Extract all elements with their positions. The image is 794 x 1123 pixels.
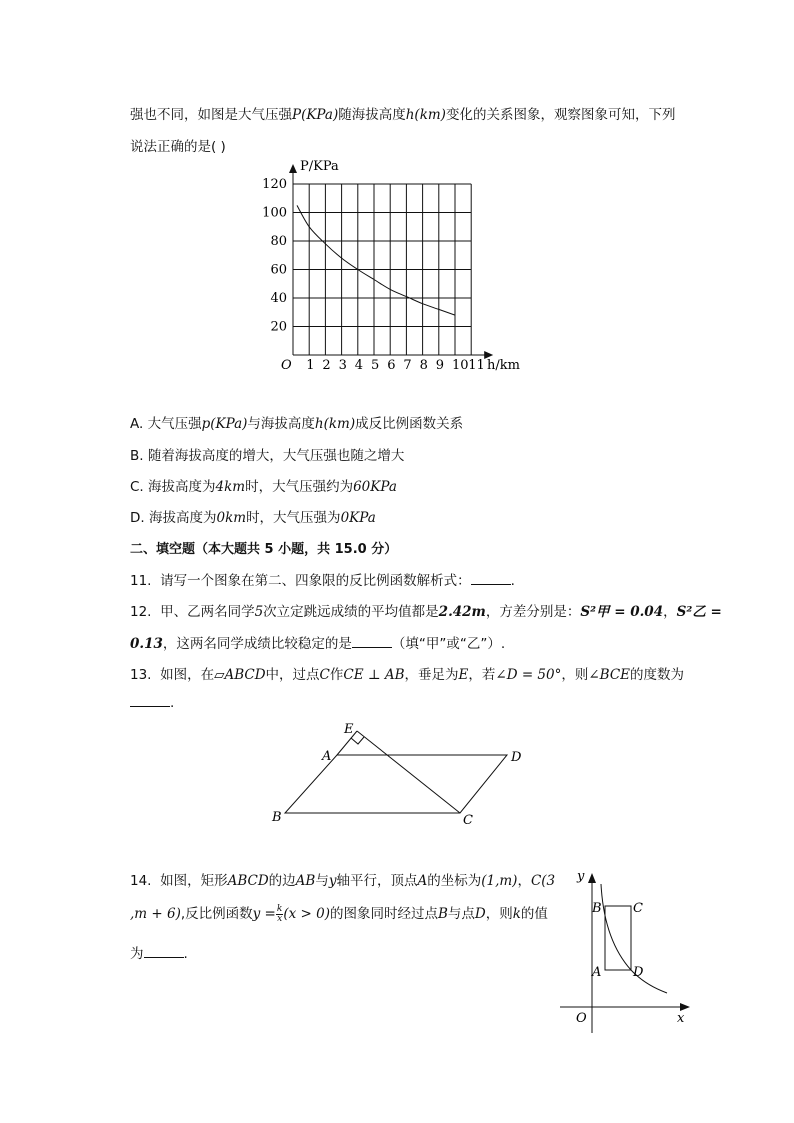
x-tick-label: 7 xyxy=(403,358,412,373)
rectangle-abcd xyxy=(605,906,631,970)
label-d: D xyxy=(633,965,644,980)
y-tick-label: 40 xyxy=(270,291,287,306)
x-tick-label: 5 xyxy=(371,358,380,373)
y-axis-label: P/KPa xyxy=(300,159,339,174)
chart-grid xyxy=(293,184,471,355)
segment-ce xyxy=(357,731,460,813)
q10-option-d[interactable]: D. 海拔高度为0km时，大气压强为0KPa xyxy=(130,510,376,526)
label-a: A xyxy=(592,965,602,980)
question-13-line2: . xyxy=(130,695,174,711)
x-tick-label: 2 xyxy=(322,358,331,373)
label-y: y xyxy=(577,869,585,884)
x-tick-label: 1 xyxy=(306,358,315,373)
right-angle-mark xyxy=(351,737,364,744)
pressure-chart xyxy=(0,155,794,415)
answer-blank[interactable] xyxy=(352,636,392,648)
hyperbola-figure xyxy=(0,860,794,1040)
x-tick-label: 10 xyxy=(452,358,469,373)
x-tick-label: 8 xyxy=(419,358,428,373)
q10-option-a[interactable]: A. 大气压强p(KPa)与海拔高度h(km)成反比例函数关系 xyxy=(130,416,464,432)
question-13-line1: 13. 如图，在▱ABCD中，过点C作CE ⊥ AB，垂足为E，若∠D = 50°，则∠BCE的度数为 xyxy=(130,667,685,683)
question-12-line2: 0.13，这两名同学成绩比较稳定的是 （填“甲”或“乙”）. xyxy=(130,636,506,652)
y-arrow-icon xyxy=(588,873,596,883)
chart-axes xyxy=(289,164,493,359)
y-tick-label: 100 xyxy=(262,205,287,221)
answer-blank[interactable] xyxy=(130,695,170,707)
section-title: 二、填空题（本大题共 5 小题，共 15.0 分） xyxy=(130,542,398,557)
q10-option-b[interactable]: B. 随着海拔高度的增大，大气压强也随之增大 xyxy=(130,448,405,464)
pressure-curve xyxy=(297,205,455,315)
y-arrow-icon xyxy=(289,164,297,173)
q10-option-c[interactable]: C. 海拔高度为4km时，大气压强约为60KPa xyxy=(130,479,397,495)
fraction-k-over-x: $\frac{k}{x}$ xyxy=(276,903,283,924)
question-14-line3: 为 . xyxy=(130,946,188,962)
y-tick-label: 20 xyxy=(270,319,287,335)
x-tick-label: 3 xyxy=(338,358,347,373)
chart-origin: O xyxy=(281,358,292,373)
answer-blank[interactable] xyxy=(471,573,511,585)
label-e: E xyxy=(344,722,354,737)
label-a: A xyxy=(322,749,332,764)
label-b: B xyxy=(272,810,282,825)
label-c: C xyxy=(633,901,643,916)
label-x: x xyxy=(677,1011,685,1026)
y-tick-label: 60 xyxy=(270,262,287,278)
q10-stem-line1: 强也不同，如图是大气压强P(KPa)随海拔高度h(km)变化的关系图象，观察图象可知，下列 xyxy=(130,107,676,123)
x-tick-label: 11 xyxy=(468,358,485,373)
question-14-line1: 14. 如图，矩形ABCD的边AB与y轴平行，顶点A的坐标为(1,m)，C(3 xyxy=(130,873,556,889)
parallelogram-figure xyxy=(0,715,794,835)
label-b: B xyxy=(592,901,602,916)
chart-ticks xyxy=(262,177,485,373)
label-d: D xyxy=(511,750,522,765)
y-tick-label: 120 xyxy=(262,177,287,192)
parallelogram-abcd xyxy=(285,755,507,813)
x-tick-label: 4 xyxy=(354,358,364,373)
x-tick-label: 6 xyxy=(387,358,396,373)
q10-stem-line2: 说法正确的是( ) xyxy=(130,139,226,155)
label-c: C xyxy=(463,813,473,828)
x-axis-label: h/km xyxy=(487,358,520,373)
question-14-line2: ,m + 6),反比例函数y = $\frac{k}{x}$ (x > 0)的图象同时经过点B与点D，则k的值 xyxy=(130,903,548,924)
x-tick-label: 9 xyxy=(435,358,445,373)
label-o: O xyxy=(576,1011,587,1026)
question-11: 11. 请写一个图象在第二、四象限的反比例函数解析式： . xyxy=(130,573,515,589)
question-12-line1: 12. 甲、乙两名同学5次立定跳远成绩的平均值都是2.42m，方差分别是：S²甲 = 0.04，S²乙 = xyxy=(130,604,722,620)
x-arrow-icon xyxy=(680,1003,690,1011)
y-tick-label: 80 xyxy=(270,234,287,249)
